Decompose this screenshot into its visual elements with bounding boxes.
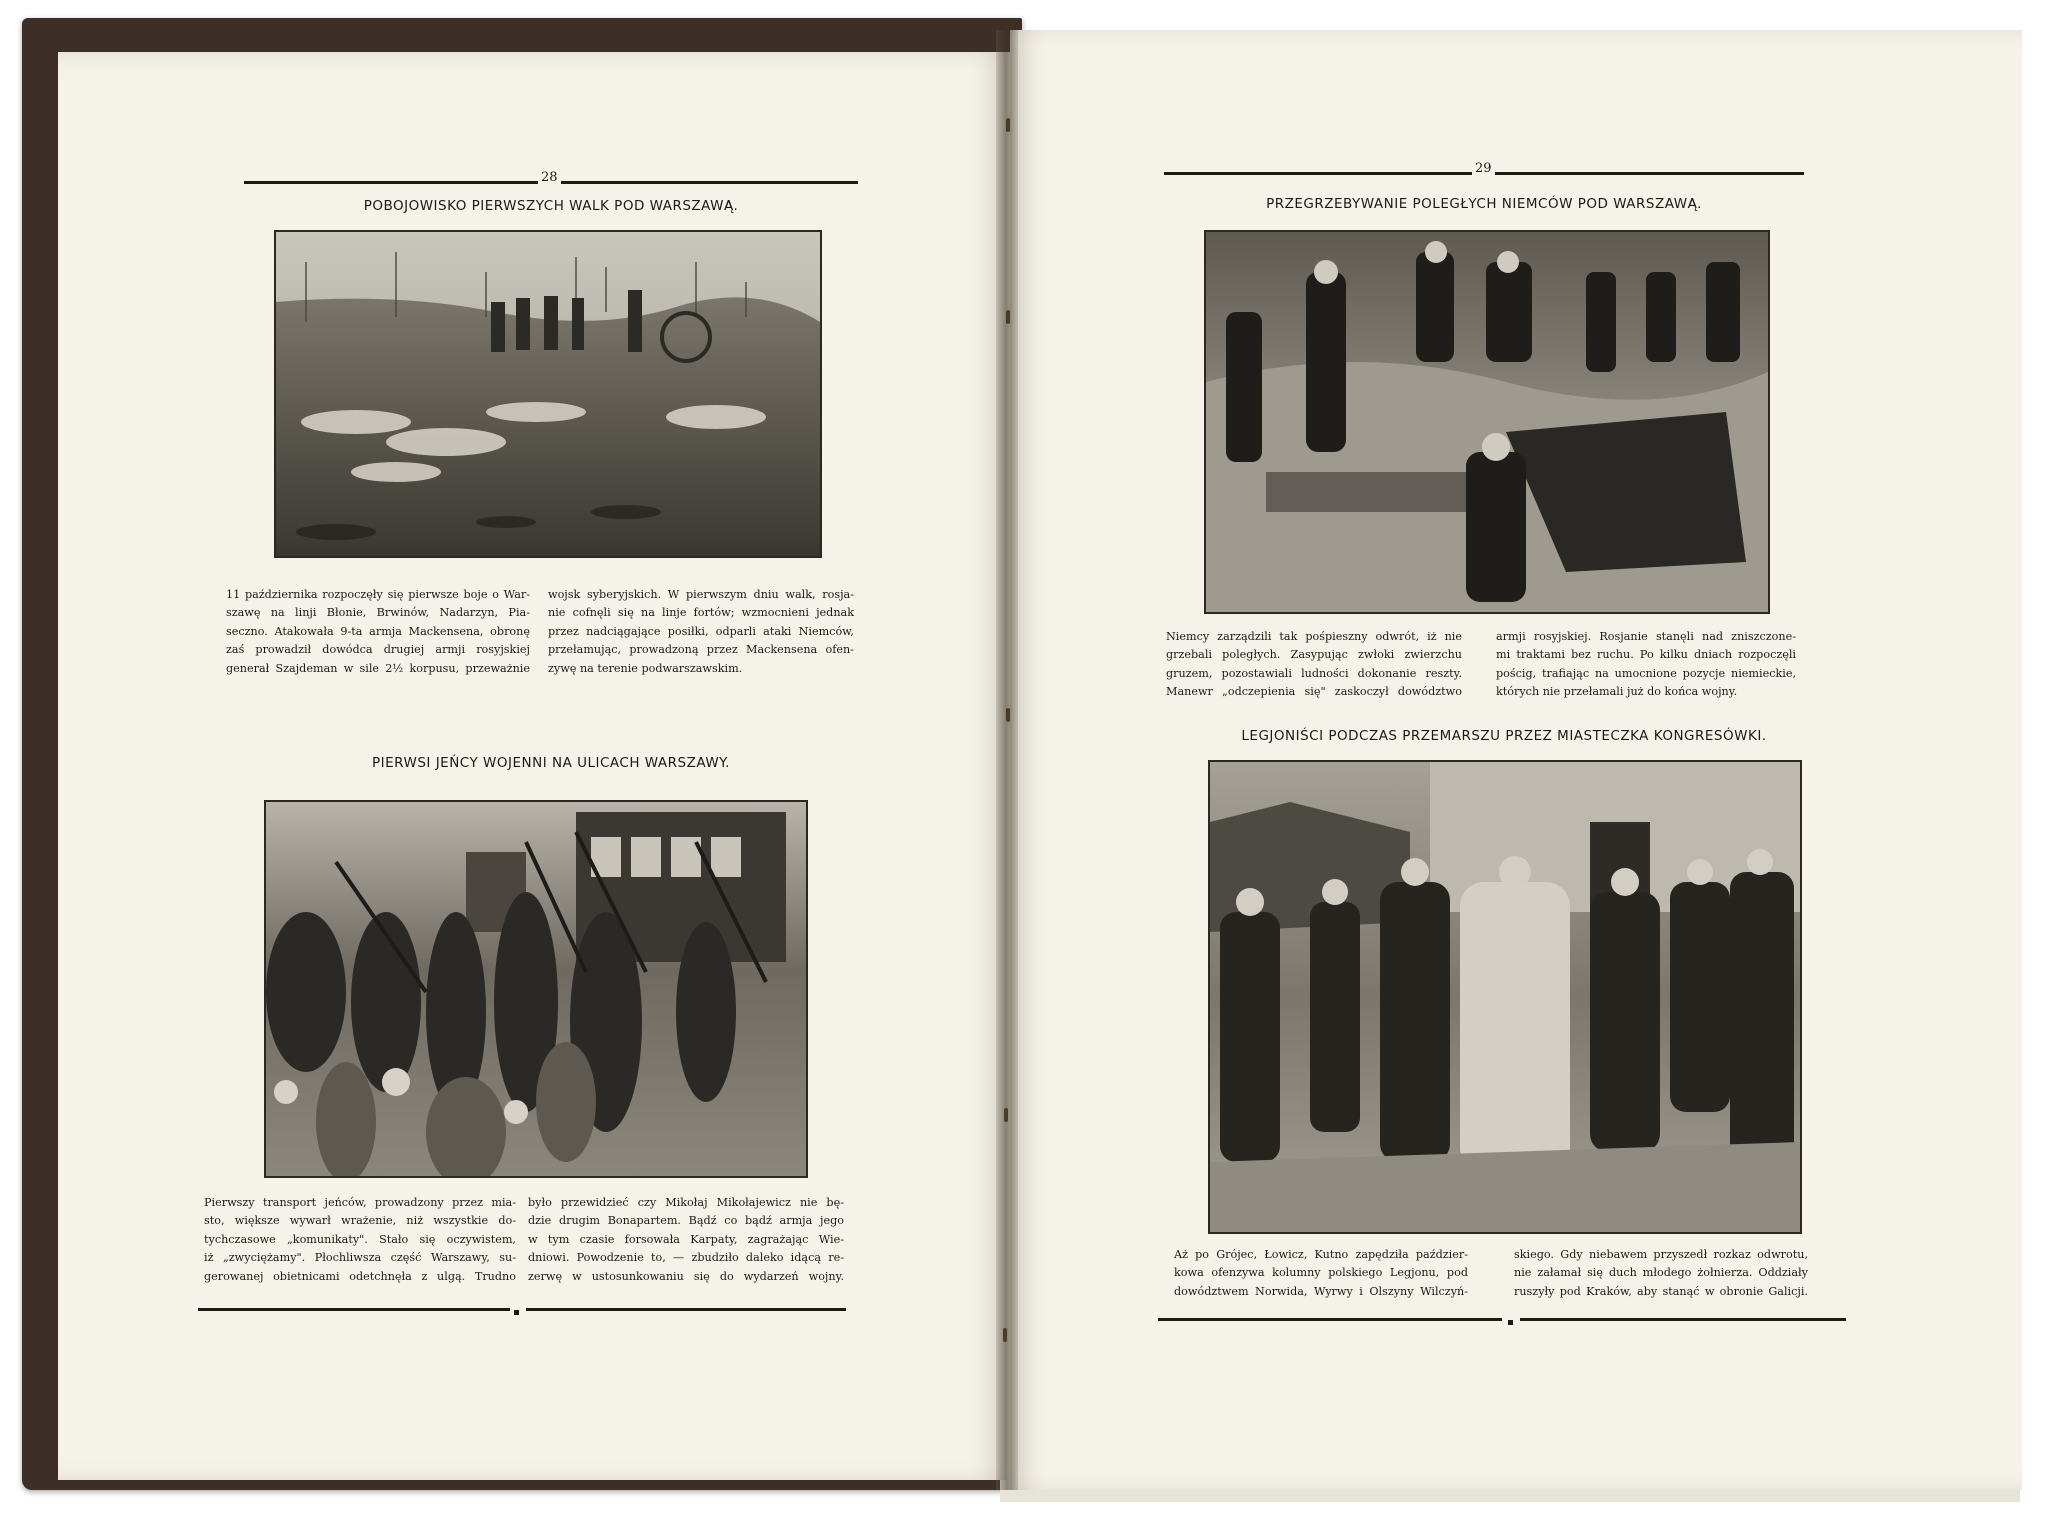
- caption-line: Aż po Grójec, Łowicz, Kutno zapędziła paździer-: [1174, 1248, 1468, 1261]
- photo-caption-col2: [528, 1194, 844, 1286]
- caption-line: gruzem, pozostawiali ludności dokonanie reszty.: [1166, 666, 1462, 680]
- caption-line: przez nadciągające posiłki, odparli ataki Niemców,: [548, 624, 854, 638]
- caption-line: zerwę w ustosunkowaniu się do wydarzeń wojny.: [528, 1269, 844, 1283]
- caption-line: było przewidzieć czy Mikołaj Mikołajewicz nie bę-: [528, 1196, 844, 1209]
- caption-line: kowa ofenzywa kolumny polskiego Legjonu, pod: [1174, 1266, 1468, 1280]
- page-number: 28: [538, 170, 561, 185]
- caption-line: gerowanej obietnicami odetchnęła z ulgą. Trudno: [204, 1269, 516, 1283]
- caption-line: 11 października rozpoczęły się pierwsze boje o War-: [226, 588, 530, 601]
- caption-line: przełamując, prowadzoną przez Mackensena ofen-: [548, 643, 854, 657]
- caption-line: iż „zwyciężamy". Płochliwsza część Warszawy, su-: [204, 1251, 516, 1265]
- caption-line: pościg, trafiając na umocnione pozycje niemieckie,: [1496, 666, 1796, 680]
- photo-title: POBOJOWISKO PIERWSZYCH WALK POD WARSZAWĄ.: [363, 198, 739, 214]
- caption-line: Pierwszy transport jeńców, prowadzony przez mia-: [204, 1196, 516, 1209]
- binding-stitch: [1006, 310, 1010, 324]
- caption-line: seczno. Atakowała 9-ta armja Mackensena, obronę: [226, 624, 530, 638]
- caption-line: zaś prowadził dowódca drugiej armji rosyjskiej: [226, 643, 530, 657]
- caption-line: nie załamał się duch młodego żołnierza. Oddziały: [1514, 1266, 1808, 1280]
- caption-line: tychczasowe „komunikaty". Stało się oczywistem,: [204, 1232, 516, 1246]
- footer-rule: [198, 1308, 510, 1311]
- caption-line: grzebali poległych. Zasypując zwłoki zwierzchu: [1166, 648, 1462, 662]
- photo-caption-col1: [226, 586, 530, 678]
- caption-line: zywę na terenie podwarszawskim.: [548, 661, 743, 675]
- photo-title: PRZEGRZEBYWANIE POLEGŁYCH NIEMCÓW POD WARSZAWĄ.: [1266, 196, 1702, 212]
- caption-line: ruszyły pod Kraków, aby stanąć w obronie Galicji.: [1514, 1284, 1808, 1298]
- photo-caption-col2: [1514, 1246, 1808, 1301]
- footer-rule: [526, 1308, 846, 1311]
- legionnaires-photo: [1208, 760, 1802, 1234]
- burial-photo: [1204, 230, 1770, 614]
- caption-line: których nie przełamali już do końca wojny.: [1496, 685, 1738, 699]
- photo-caption-col1: [204, 1194, 516, 1286]
- battlefield-photo: [274, 230, 822, 558]
- caption-line: w tym czasie forsowała Karpaty, zagrażając Wie-: [528, 1232, 844, 1246]
- book-gutter: [996, 30, 1018, 1490]
- caption-line: skiego. Gdy niebawem przyszedł rozkaz odwrotu,: [1514, 1248, 1808, 1261]
- footer-ornament: [514, 1310, 519, 1315]
- binding-stitch: [1004, 1108, 1008, 1122]
- caption-line: dzie drugim Bonapartem. Bądź co bądź armja jego: [528, 1214, 844, 1228]
- photo-caption-col2: [1496, 628, 1796, 702]
- footer-ornament: [1508, 1320, 1513, 1325]
- caption-line: mi traktami bez ruchu. Po kilku dniach rozpoczęli: [1496, 648, 1796, 662]
- binding-stitch: [1006, 708, 1010, 722]
- binding-stitch: [1006, 118, 1010, 132]
- page-number: 29: [1472, 161, 1495, 176]
- photo-title: PIERWSI JEŃCY WOJENNI NA ULICACH WARSZAWY.: [372, 755, 730, 771]
- caption-line: dniowi. Powodzenie to, — zbudziło daleko idącą re-: [528, 1251, 844, 1265]
- photo-caption-col1: [1166, 628, 1462, 702]
- caption-line: Niemcy zarządzili tak pośpieszny odwrót, iż nie: [1166, 630, 1462, 643]
- prisoners-photo: [264, 800, 808, 1178]
- photo-caption-col1: [1174, 1246, 1468, 1301]
- caption-line: szawę na linji Błonie, Brwinów, Nadarzyn, Pia-: [226, 606, 530, 620]
- footer-rule: [1520, 1318, 1846, 1321]
- caption-line: wojsk syberyjskich. W pierwszym dniu walk, rosja-: [548, 588, 854, 601]
- caption-line: dowództwem Norwida, Wyrwy i Olszyny Wilczyń-: [1174, 1284, 1468, 1298]
- caption-line: armji rosyjskiej. Rosjanie stanęli nad zniszczone-: [1496, 630, 1796, 643]
- binding-stitch: [1003, 1328, 1007, 1342]
- caption-line: Manewr „odczepienia się" zaskoczył dowództwo: [1166, 685, 1462, 699]
- photo-title: LEGJONIŚCI PODCZAS PRZEMARSZU PRZEZ MIASTECZKA KONGRESÓWKI.: [1241, 728, 1767, 744]
- footer-rule: [1158, 1318, 1502, 1321]
- caption-line: nie cofnęli się na linje fortów; wzmocnieni jednak: [548, 606, 854, 620]
- caption-line: sto, większe wywarł wrażenie, niż wszystkie do-: [204, 1214, 516, 1228]
- photo-caption-col2: [548, 586, 854, 678]
- caption-line: generał Szajdeman w sile 2½ korpusu, przeważnie: [226, 661, 530, 675]
